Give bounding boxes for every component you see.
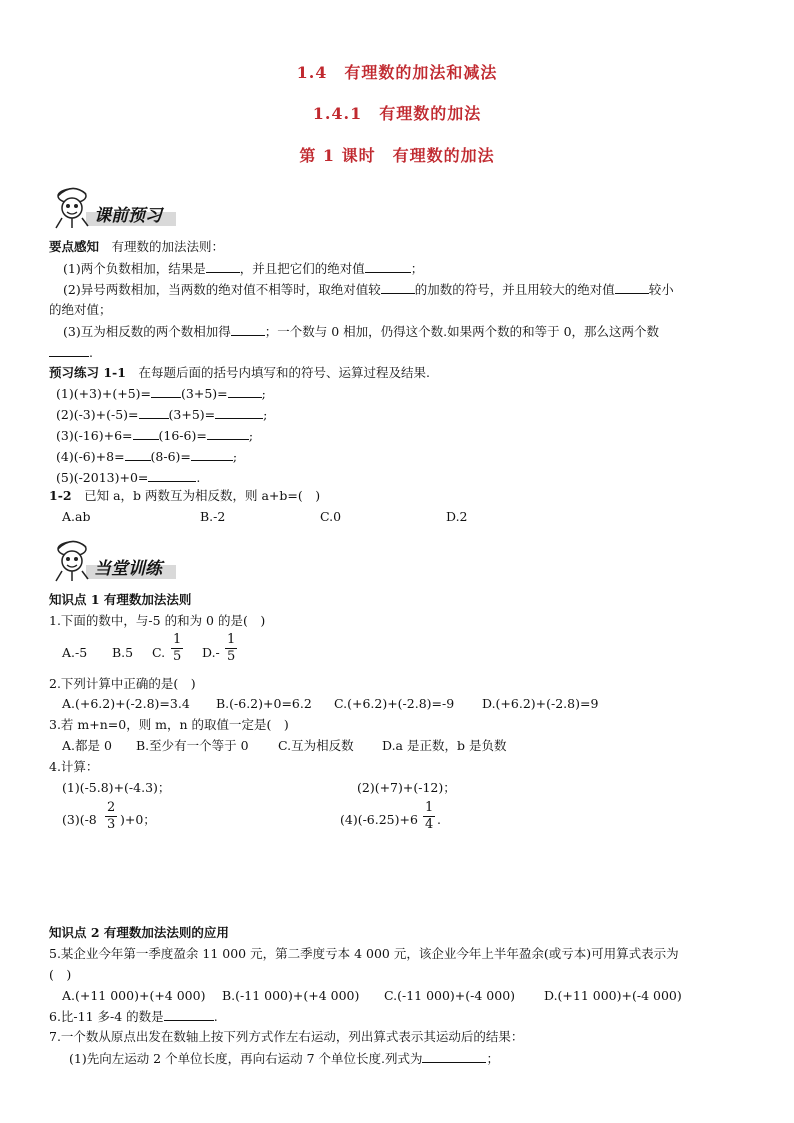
answer-blank[interactable]: [215, 406, 263, 419]
denominator: 5: [173, 649, 182, 664]
expr: (1)(+3)+(+5)=: [56, 386, 152, 401]
q2-option-b[interactable]: B.(-6.2)+0=6.2: [216, 696, 312, 711]
expr: (3)(-16)+6=: [56, 428, 133, 443]
option-d[interactable]: D.2: [446, 509, 468, 524]
kp1-heading: 知识点 1 有理数加法法则: [49, 592, 192, 607]
preview-item-1: [56, 385, 266, 402]
expr: ;: [261, 386, 266, 401]
answer-blank[interactable]: [422, 1050, 486, 1063]
expr: (2)(-3)+(-5)=: [56, 407, 139, 422]
expr: ;: [263, 407, 268, 422]
answer-blank[interactable]: [148, 469, 196, 482]
class-banner: [48, 535, 178, 583]
rule-2: [63, 281, 674, 298]
q5-option-b[interactable]: B.(-11 000)+(+4 000): [222, 988, 360, 1003]
expr: (8-6)=: [150, 449, 191, 464]
rule-2-text-b: 的加数的符号，并且用较大的绝对值: [414, 282, 615, 297]
rule-2-text: (2)异号两数相加，当两数的绝对值不相等时，取绝对值较: [63, 282, 381, 297]
question-3: 3.若 m+n=0，则 m，n 的取值一定是( ): [49, 717, 289, 732]
kp2-heading: 知识点 2 有理数加法法则的应用: [49, 925, 229, 940]
lesson-title: 第 1 课时 有理数的加法: [299, 146, 495, 165]
expr: .: [437, 812, 441, 827]
preview-1-2-heading: 1-2: [49, 488, 72, 503]
numerator: 1: [227, 632, 236, 647]
q5-option-a[interactable]: A.(+11 000)+(+4 000): [62, 988, 206, 1003]
q6-text-b: .: [213, 1009, 218, 1024]
q2-option-c[interactable]: C.(+6.2)+(-2.8)=-9: [334, 696, 455, 711]
preview-item-3: [56, 427, 253, 444]
expr: (3+5)=: [168, 407, 216, 422]
q2-option-d[interactable]: D.(+6.2)+(-2.8)=9: [482, 696, 599, 711]
answer-blank[interactable]: [139, 406, 169, 419]
label: D.-: [202, 645, 220, 660]
option-b[interactable]: B.-2: [200, 509, 226, 524]
rule-1: [63, 260, 423, 277]
rule-3-text-c: .: [89, 345, 93, 360]
denominator: 5: [227, 649, 236, 664]
q1-option-c[interactable]: [152, 645, 165, 661]
preview-banner: [48, 182, 178, 230]
denominator: 4: [425, 817, 434, 832]
q4-part-1: (1)(-5.8)+(-4.3)；: [62, 780, 171, 795]
rule-1-text: (1)两个负数相加，结果是: [63, 261, 206, 276]
answer-blank[interactable]: [615, 281, 649, 294]
rule-2-text-c: 较小: [648, 282, 674, 297]
question-1: 1.下面的数中，与-5 的和为 0 的是( ): [49, 613, 266, 628]
expr: ;: [232, 449, 238, 464]
question-6: [49, 1008, 218, 1025]
expr: (16-6)=: [158, 428, 207, 443]
section-title: 1.4 有理数的加法和减法: [296, 63, 498, 82]
preview-item-4: [56, 448, 237, 465]
q7-text: (1)先向左运动 2 个单位长度，再向右运动 7 个单位长度.列式为: [69, 1051, 423, 1066]
question-2: 2.下列计算中正确的是( ): [49, 676, 196, 691]
preview-1-1: [49, 365, 430, 381]
preview-item-5: [56, 469, 200, 486]
numerator: 1: [425, 800, 434, 815]
option-c[interactable]: C.0: [320, 509, 342, 524]
expr: (5)(-2013)+0=: [56, 470, 149, 485]
q4-part-4: [340, 800, 540, 840]
question-5: 5.某企业今年第一季度盈余 11 000 元，第二季度亏本 4 000 元，该企业今年上半年盈余(或亏本)可用算式表示为: [49, 946, 679, 961]
subsection-title: 1.4.1 有理数的加法: [312, 104, 482, 123]
expr: )+0；: [120, 812, 156, 827]
q5-option-d[interactable]: D.(+11 000)+(-4 000): [544, 988, 682, 1003]
preview-1-2: [49, 488, 320, 504]
fraction: [225, 632, 237, 665]
numerator: 1: [173, 632, 182, 647]
expr: .: [196, 470, 201, 485]
question-5-paren: ( ): [49, 967, 72, 982]
rule-3-text: (3)互为相反数的两个数相加得: [63, 324, 231, 339]
preview-1-1-text: 在每题后面的括号内填写和的符号、运算过程及结果.: [138, 365, 430, 380]
q2-option-a[interactable]: A.(+6.2)+(-2.8)=3.4: [62, 696, 190, 711]
q3-option-c[interactable]: C.互为相反数: [278, 738, 354, 753]
question-4: 4.计算：: [49, 759, 99, 774]
preview-item-2: [56, 406, 267, 423]
answer-blank[interactable]: [207, 427, 249, 440]
q3-option-a[interactable]: A.都是 0: [62, 738, 112, 753]
preview-1-1-heading: 预习练习 1-1: [49, 365, 126, 380]
q3-option-d[interactable]: D.a 是正数，b 是负数: [382, 738, 507, 753]
denominator: 3: [107, 817, 116, 832]
answer-blank[interactable]: [191, 448, 233, 461]
q6-text: 6.比-11 多-4 的数是: [49, 1009, 164, 1024]
option-a[interactable]: A.ab: [62, 509, 91, 524]
key-points-intro: 有理数的加法法则：: [111, 239, 225, 254]
q4-part-2: (2)(+7)+(-12)；: [357, 780, 456, 795]
q1-option-b[interactable]: B.5: [112, 645, 134, 660]
expr: (3+5)=: [181, 386, 228, 401]
fraction: [423, 800, 435, 833]
q4-part-3: [62, 800, 262, 840]
expr: (3)(-8: [62, 812, 97, 827]
rule-3-text-b: ；一个数与 0 相加，仍得这个数.如果两个数的和等于 0，那么这两个数: [264, 324, 660, 339]
rule-2-cont: 的绝对值；: [49, 302, 112, 317]
fraction: [171, 632, 183, 665]
preview-banner-label: 课前预习: [94, 206, 162, 226]
answer-blank[interactable]: [133, 427, 159, 440]
answer-blank[interactable]: [125, 448, 151, 461]
expr: (4)(-6.25)+6: [340, 812, 418, 827]
expr: (4)(-6)+8=: [56, 449, 125, 464]
rule-3: [63, 323, 659, 340]
preview-1-2-text: 已知 a，b 两数互为相反数，则 a+b=( ): [84, 488, 321, 503]
q7-text-b: ；: [486, 1051, 499, 1066]
rule-1-text-c: ；: [410, 261, 424, 276]
numerator: 2: [107, 800, 116, 815]
q5-option-c[interactable]: C.(-11 000)+(-4 000): [384, 988, 516, 1003]
q1-option-d[interactable]: [202, 645, 220, 661]
answer-blank[interactable]: [151, 385, 181, 398]
answer-blank[interactable]: [206, 260, 240, 273]
rule-1-text-b: ，并且把它们的绝对值: [239, 261, 365, 276]
answer-blank[interactable]: [381, 281, 415, 294]
question-7: 7.一个数从原点出发在数轴上按下列方式作左右运动，列出算式表示其运动后的结果：: [49, 1029, 524, 1044]
q7-part-1: [69, 1050, 499, 1067]
expr: ;: [248, 428, 254, 443]
answer-blank[interactable]: [231, 323, 265, 336]
answer-blank[interactable]: [365, 260, 411, 273]
rule-3-cont: [49, 344, 93, 361]
key-points-heading: 要点感知: [49, 239, 100, 254]
answer-blank[interactable]: [49, 344, 89, 357]
q3-option-b[interactable]: B.至少有一个等于 0: [136, 738, 249, 753]
fraction: [105, 800, 117, 833]
answer-blank[interactable]: [228, 385, 262, 398]
class-banner-label: 当堂训练: [94, 559, 162, 579]
label: C.: [152, 645, 166, 660]
answer-blank[interactable]: [164, 1008, 214, 1021]
q1-option-a[interactable]: A.-5: [62, 645, 88, 660]
key-points-line: [49, 239, 224, 255]
